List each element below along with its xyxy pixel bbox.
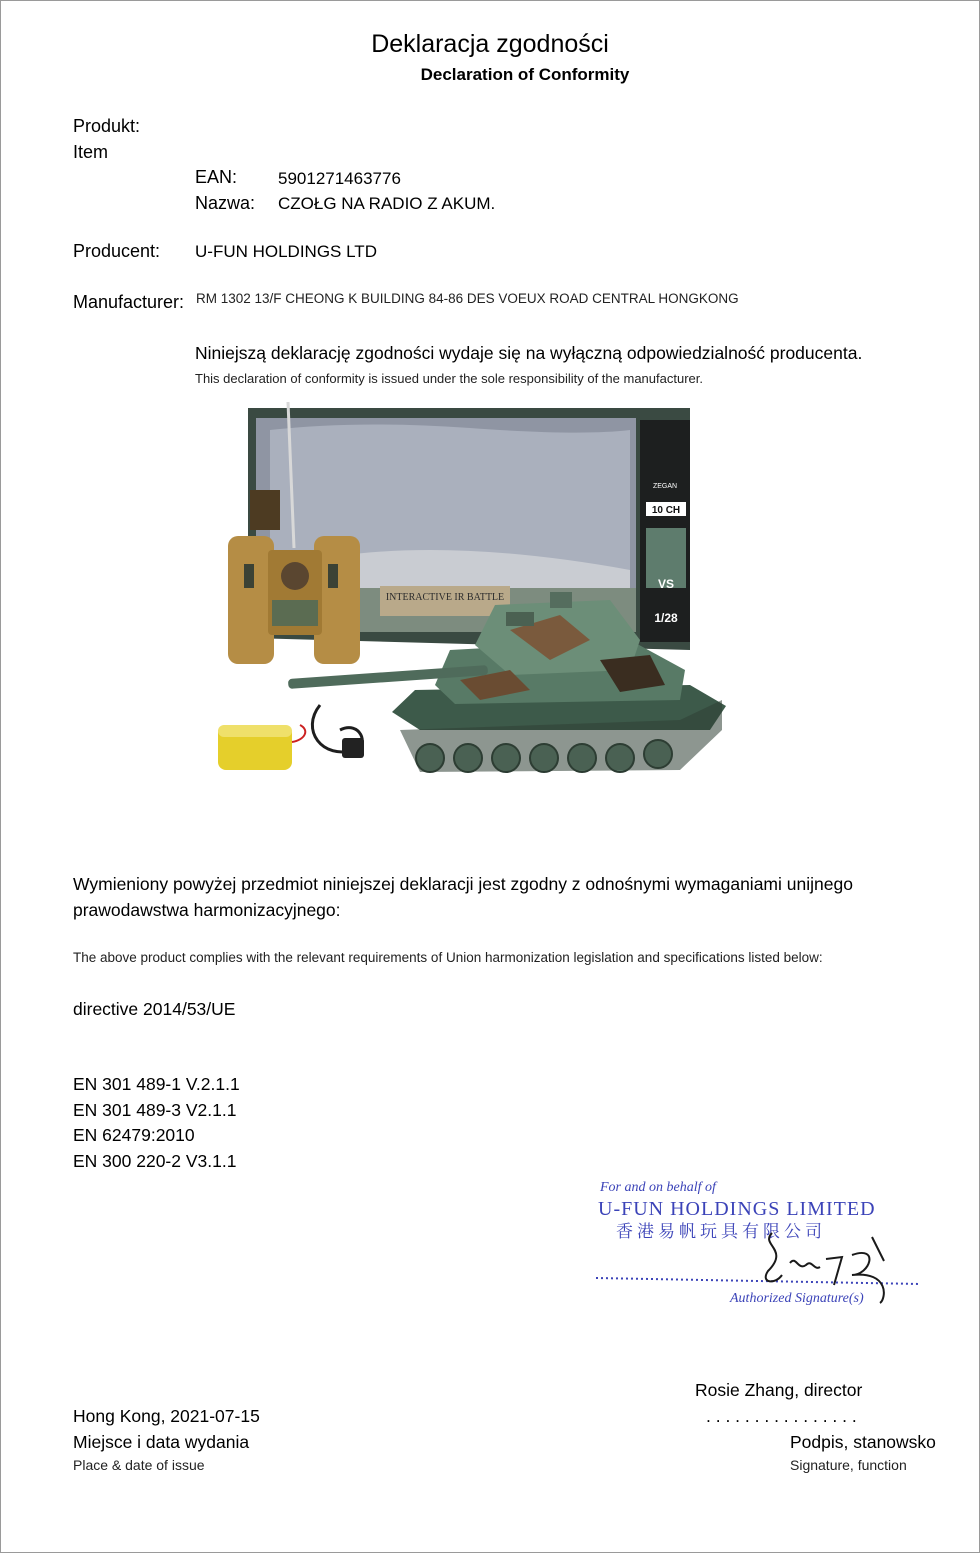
- responsibility-en: This declaration of conformity is issued under the sole responsibility of the manufacturer.: [195, 371, 703, 386]
- manufacturer-address: RM 1302 13/F CHEONG K BUILDING 84-86 DES VOEUX ROAD CENTRAL HONGKONG: [196, 291, 739, 306]
- stamp-line2: U-FUN HOLDINGS LIMITED: [598, 1198, 876, 1220]
- responsibility-pl: Niniejszą deklarację zgodności wydaje się na wyłączną odpowiedzialność producenta.: [195, 343, 863, 363]
- signatory-name: Rosie Zhang, director: [695, 1380, 863, 1400]
- page-title: Deklaracja zgodności: [371, 30, 609, 58]
- standard-4: EN 300 220-2 V3.1.1: [73, 1151, 237, 1171]
- stamp-line3: 香港易帆玩具有限公司: [616, 1222, 826, 1242]
- standard-2: EN 301 489-3 V2.1.1: [73, 1100, 237, 1120]
- compliance-en: The above product complies with the relevant requirements of Union harmonization legislation and specifications listed below:: [73, 950, 823, 965]
- sign-label-pl: Podpis, stanowsko: [790, 1432, 936, 1452]
- ean-value: 5901271463776: [278, 169, 401, 188]
- stamp-line4: Authorized Signature(s): [730, 1291, 864, 1306]
- place-label-en: Place & date of issue: [73, 1457, 205, 1473]
- photo-badge-ch: 10 CH: [651, 505, 681, 516]
- name-value: CZOŁG NA RADIO Z AKUM.: [278, 194, 496, 213]
- company-stamp: [590, 1175, 930, 1315]
- producer-value: U-FUN HOLDINGS LTD: [195, 242, 377, 261]
- standard-3: EN 62479:2010: [73, 1125, 195, 1145]
- signature-dots: . . . . . . . . . . . . . . . .: [706, 1406, 857, 1426]
- sign-label-en: Signature, function: [790, 1457, 907, 1473]
- compliance-pl-line2: prawodawstwa harmonizacyjnego:: [73, 900, 341, 920]
- product-label-pl: Produkt:: [73, 116, 141, 136]
- product-photo: [210, 400, 730, 795]
- manufacturer-label: Manufacturer:: [73, 292, 185, 312]
- ean-label: EAN:: [195, 167, 238, 187]
- photo-brand: ZEGAN: [652, 483, 678, 490]
- photo-band-text: INTERACTIVE IR BATTLE: [385, 592, 505, 603]
- compliance-pl-line1: Wymieniony powyżej przedmiot niniejszej deklaracji jest zgodny z odnośnymi wymaganiami unijnego: [73, 874, 853, 894]
- place-label-pl: Miejsce i data wydania: [73, 1432, 250, 1452]
- standard-1: EN 301 489-1 V.2.1.1: [73, 1074, 240, 1094]
- photo-badge-vs: VS: [657, 577, 675, 591]
- directive: directive 2014/53/UE: [73, 999, 236, 1019]
- product-label-en: Item: [73, 142, 109, 162]
- producer-label: Producent:: [73, 241, 161, 261]
- stamp-line1: For and on behalf of: [600, 1180, 716, 1195]
- page-subtitle: Declaration of Conformity: [420, 65, 630, 84]
- name-label: Nazwa:: [195, 193, 256, 213]
- place-date: Hong Kong, 2021-07-15: [73, 1406, 260, 1426]
- photo-scale: 1/28: [654, 611, 678, 625]
